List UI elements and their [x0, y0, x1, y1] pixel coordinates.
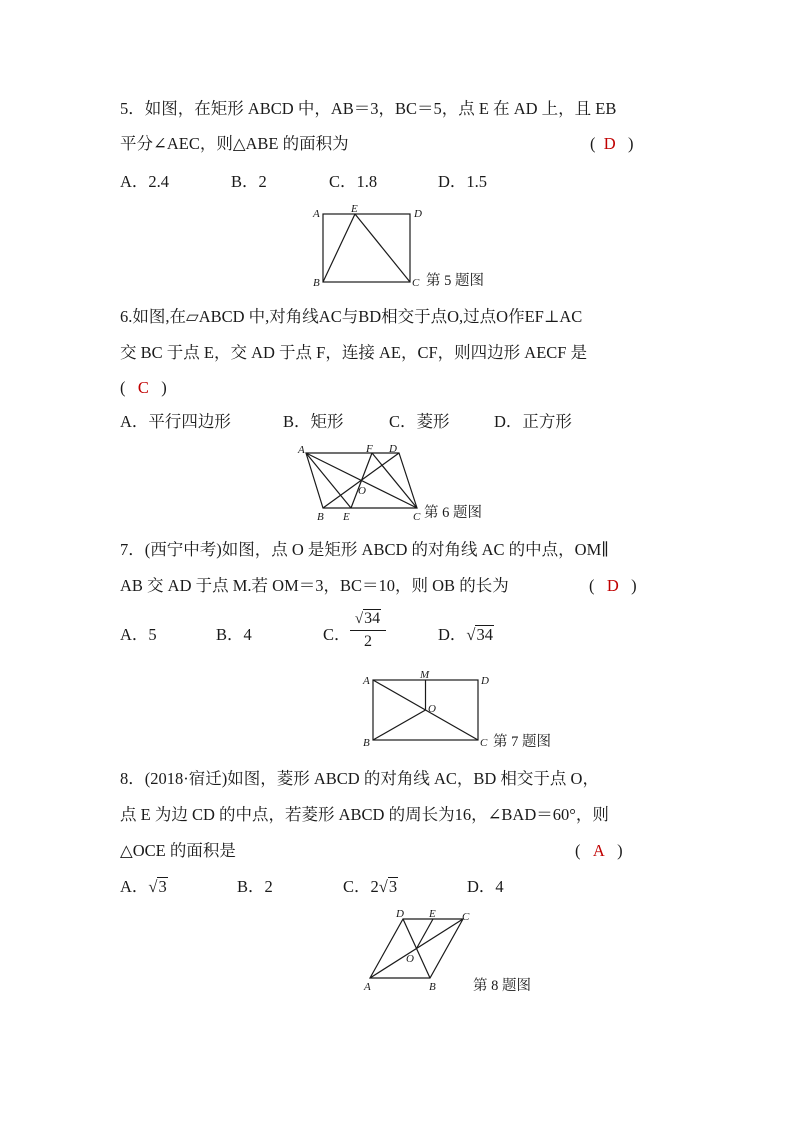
q6-option-d: D．正方形 [494, 412, 572, 431]
q7-option-b: B．4 [216, 625, 252, 644]
q6-answer-bracket: ( C ) [120, 378, 167, 397]
q6-stem-line2: 交 BC 于点 E，交 AD 于点 F，连接 AE，CF，则四边形 AECF 是 [120, 343, 588, 362]
q7-label-a: A [363, 675, 370, 687]
q7-option-c-label: C． [323, 625, 351, 644]
q5-label-b: B [313, 277, 320, 289]
q6-option-a: A．平行四边形 [120, 412, 231, 431]
q7-stem-line2: AB 交 AD 于点 M.若 OM＝3，BC＝10，则 OB 的长为 [120, 576, 509, 595]
q8-label-a: A [364, 981, 371, 993]
q5-label-d: D [414, 208, 422, 220]
q8-option-d: D．4 [467, 877, 504, 896]
q8-label-o: O [406, 953, 414, 965]
q7-figure [360, 668, 570, 752]
q6-figure-caption: 第 6 题图 [424, 505, 482, 521]
q6-segment-cf [372, 453, 417, 508]
q7-answer-bracket: ( D ) [589, 576, 637, 595]
q7-option-c-denominator: 2 [364, 633, 372, 650]
q8-label-d: D [396, 908, 404, 920]
radical-sign-icon: √ [148, 877, 158, 896]
q7-label-c: C [480, 737, 488, 749]
q8-option-c: C．2√3 [343, 877, 398, 896]
q6-label-o: O [358, 485, 366, 497]
q5-option-c: C．1.8 [329, 172, 378, 191]
q5-rect-abcd [323, 214, 410, 282]
q8-answer-bracket: ( A ) [575, 841, 623, 860]
q8-stem-line2: 点 E 为边 CD 的中点，若菱形 ABCD 的周长为16，∠BAD＝60°，则 [120, 805, 609, 824]
q8-stem-line3: △OCE 的面积是 [120, 841, 236, 860]
q5-figure-caption: 第 5 题图 [426, 273, 484, 289]
q5-figure [310, 202, 510, 294]
q6-segment-ae [306, 453, 351, 508]
q6-figure [296, 442, 502, 526]
q5-segment-ec [355, 214, 410, 282]
q6-stem-line1: 6.如图,在▱ABCD 中,对角线AC与BD相交于点O,过点O作EF⊥AC [120, 307, 583, 326]
q7-option-d: D．√34 [438, 625, 493, 644]
q6-label-a: A [298, 444, 305, 456]
radical-sign-icon: √ [466, 625, 476, 644]
q8-figure [358, 904, 558, 996]
q8-option-b: B．2 [237, 877, 273, 896]
q8-label-b: B [429, 981, 436, 993]
q7-label-b: B [363, 737, 370, 749]
q7-figure-caption: 第 7 题图 [493, 734, 551, 750]
q5-stem-line1: 5．如图，在矩形 ABCD 中，AB＝3，BC＝5，点 E 在 AD 上，且 EB [120, 99, 617, 118]
q7-label-m: M [420, 669, 430, 681]
q8-label-e: E [429, 908, 436, 920]
q6-label-d: D [389, 443, 397, 455]
q5-label-a: A [313, 208, 320, 220]
q7-answer: D [606, 576, 619, 595]
q6-answer: C [137, 378, 149, 397]
radical-sign-icon: √ [354, 611, 364, 627]
q7-option-a: A．5 [120, 625, 157, 644]
q7-label-d: D [481, 675, 489, 687]
q7-option-c-fraction [350, 609, 386, 651]
q6-label-b: B [317, 511, 324, 523]
q5-stem-line2: 平分∠AEC，则△ABE 的面积为 [120, 134, 349, 153]
q5-answer-bracket: ( D ) [590, 134, 634, 153]
q8-segment-oe [417, 919, 434, 949]
q8-stem-line1: 8．(2018·宿迁)如图，菱形 ABCD 的对角线 AC，BD 相交于点 O， [120, 769, 599, 788]
q7-label-o: O [428, 703, 436, 715]
q5-label-c: C [412, 277, 420, 289]
q6-option-c: C．菱形 [389, 412, 450, 431]
q5-segment-be [323, 214, 355, 282]
q7-segment-bo [373, 710, 426, 740]
q8-label-c: C [462, 911, 470, 923]
q8-option-a: A．√3 [120, 877, 167, 896]
q6-label-e: E [343, 511, 350, 523]
q5-option-a: A．2.4 [120, 172, 170, 191]
q6-option-b: B．矩形 [283, 412, 344, 431]
q6-segment-ef [351, 453, 372, 508]
radical-sign-icon: √ [378, 877, 388, 896]
q8-figure-caption: 第 8 题图 [473, 978, 531, 994]
q5-answer: D [603, 134, 616, 153]
q6-label-c: C [413, 511, 421, 523]
q7-stem-line1: 7．(西宁中考)如图，点 O 是矩形 ABCD 的对角线 AC 的中点，OM∥ [120, 540, 609, 559]
q6-label-f: F [366, 443, 373, 455]
q7-option-c-numerator: √34 [350, 609, 386, 631]
q5-label-e: E [351, 203, 358, 215]
q5-option-d: D．1.5 [438, 172, 488, 191]
q5-option-b: B．2 [231, 172, 267, 191]
q8-answer: A [592, 841, 605, 860]
